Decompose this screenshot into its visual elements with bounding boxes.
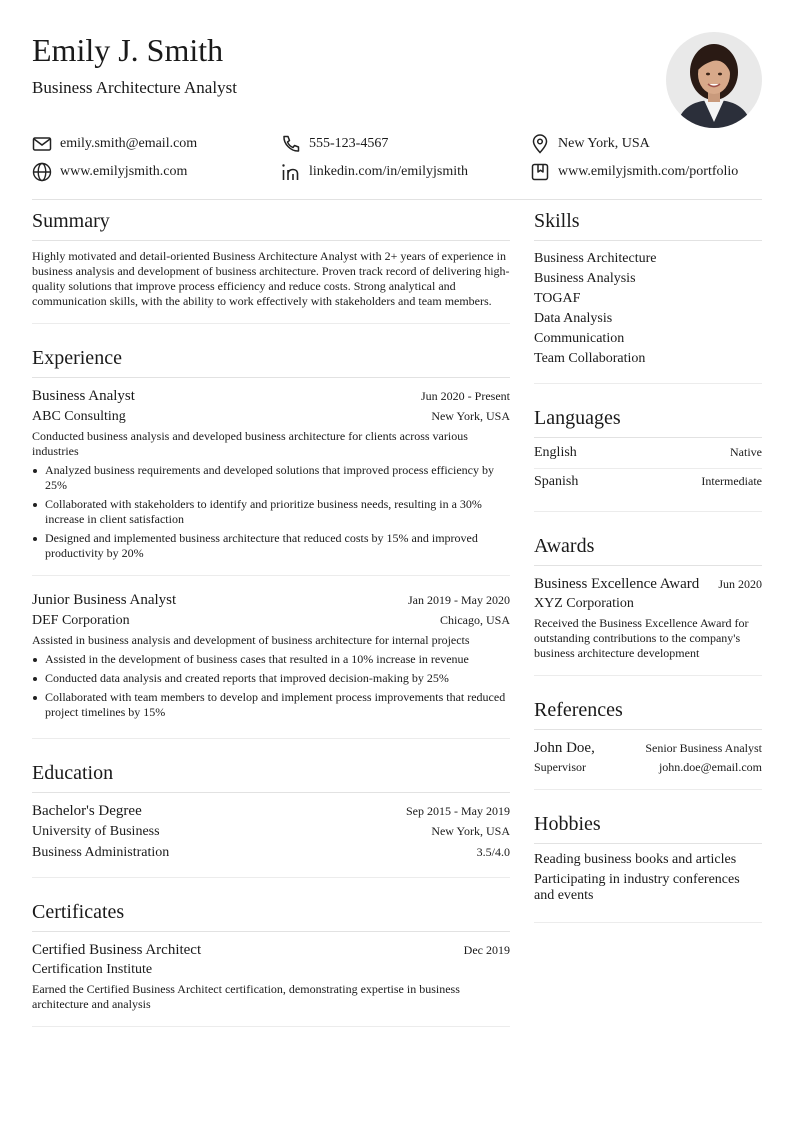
job-description: Assisted in business analysis and development of business architecture for internal projects [32, 633, 470, 647]
contact-list [32, 134, 762, 182]
linkedin-icon [281, 162, 301, 182]
skill-item: Business Analysis [534, 271, 636, 286]
experience-entry [32, 386, 510, 561]
certificate-issuer: Certification Institute [32, 962, 153, 977]
contact-location-text: New York, USA [558, 136, 650, 151]
certificates-heading: Certificates [32, 891, 510, 932]
education-section [32, 752, 510, 878]
education-dates: Sep 2015 - May 2019 [406, 804, 510, 818]
job-dates: Jun 2020 - Present [421, 389, 510, 403]
hobbies-heading: Hobbies [534, 803, 762, 844]
job-description: Conducted business analysis and developed business architecture for clients across various industries [32, 429, 468, 458]
skills-heading: Skills [534, 200, 762, 241]
globe-icon [32, 162, 52, 182]
candidate-role: Business Architecture Analyst [32, 78, 237, 97]
languages-heading: Languages [534, 397, 762, 438]
left-column [32, 200, 510, 1027]
award-name: Business Excellence Award [534, 576, 700, 592]
language-level: Native [730, 445, 762, 459]
hobbies-section [534, 803, 762, 923]
contact-email-text: emily.smith@email.com [60, 136, 198, 151]
language-row [534, 440, 762, 469]
achievement-item: Analyzed business requirements and developed solutions that improved process efficiency by 25% [32, 463, 510, 493]
hobby-item: Reading business books and articles [534, 852, 737, 867]
avatar [666, 32, 762, 128]
contact-email[interactable] [32, 134, 281, 154]
job-position: Junior Business Analyst [32, 592, 177, 608]
language-name: English [534, 445, 577, 460]
job-company: DEF Corporation [32, 613, 130, 628]
achievement-item: Conducted data analysis and created reports that improved decision-making by 25% [32, 671, 510, 686]
contact-phone-text: 555-123-4567 [309, 136, 389, 151]
resume-header [32, 0, 762, 200]
references-section [534, 689, 762, 790]
mail-icon [32, 134, 52, 154]
reference-relation: Supervisor [534, 760, 586, 774]
contact-website-text: www.emilyjsmith.com [60, 164, 188, 179]
certificate-date: Dec 2019 [463, 943, 510, 957]
award-date: Jun 2020 [718, 577, 762, 591]
job-location: Chicago, USA [440, 613, 510, 627]
language-row [534, 469, 762, 497]
references-heading: References [534, 689, 762, 730]
languages-section [534, 397, 762, 512]
experience-section [32, 337, 510, 739]
job-company: ABC Consulting [32, 409, 126, 424]
contact-location [530, 134, 762, 154]
achievement-item: Assisted in the development of business cases that resulted in a 10% increase in revenue [32, 652, 510, 667]
contact-linkedin[interactable] [281, 162, 530, 182]
education-gpa: 3.5/4.0 [476, 845, 510, 859]
achievement-item: Collaborated with team members to develop and implement process improvements that reduced project timelines by 15% [32, 690, 510, 720]
skill-item: Business Architecture [534, 251, 657, 266]
education-degree: Bachelor's Degree [32, 803, 142, 819]
skill-item: TOGAF [534, 291, 581, 306]
education-school: University of Business [32, 824, 160, 839]
resume-page [32, 0, 762, 1123]
job-location: New York, USA [431, 409, 510, 423]
reference-title: Senior Business Analyst [645, 741, 762, 755]
phone-icon [281, 134, 301, 154]
portfolio-icon [530, 162, 550, 182]
awards-heading: Awards [534, 525, 762, 566]
achievement-item: Collaborated with stakeholders to identify and prioritize business needs, resulting in a 30% increase in client satisfaction [32, 497, 510, 527]
skill-item: Team Collaboration [534, 351, 646, 366]
language-level: Intermediate [701, 474, 762, 488]
location-pin-icon [530, 134, 550, 154]
awards-section [534, 525, 762, 676]
job-achievements [32, 463, 510, 561]
job-achievements [32, 652, 510, 720]
education-field: Business Administration [32, 845, 170, 860]
right-column [534, 200, 762, 923]
skill-item: Communication [534, 331, 625, 346]
certificate-name: Certified Business Architect [32, 942, 202, 958]
reference-email[interactable]: john.doe@email.com [658, 760, 762, 774]
reference-name: John Doe, [534, 740, 595, 756]
certificate-description: Earned the Certified Business Architect certification, demonstrating expertise in business architecture and analysis [32, 982, 460, 1011]
job-position: Business Analyst [32, 388, 135, 404]
skill-item: Data Analysis [534, 311, 613, 326]
contact-phone[interactable] [281, 134, 530, 154]
contact-website[interactable] [32, 162, 281, 182]
certificates-section [32, 891, 510, 1027]
experience-heading: Experience [32, 337, 510, 378]
summary-heading: Summary [32, 200, 510, 241]
education-location: New York, USA [431, 824, 510, 838]
contact-portfolio-text: www.emilyjsmith.com/portfolio [558, 164, 739, 179]
summary-section [32, 200, 510, 324]
language-name: Spanish [534, 474, 579, 489]
candidate-name: Emily J. Smith [32, 32, 224, 68]
experience-entry [32, 575, 510, 720]
achievement-item: Designed and implemented business architecture that reduced costs by 15% and improved productivity by 20% [32, 531, 510, 561]
education-heading: Education [32, 752, 510, 793]
hobby-item: Participating in industry conferences and events [534, 872, 740, 903]
award-description: Received the Business Excellence Award for outstanding contributions to the company's business architecture development [534, 616, 749, 660]
award-issuer: XYZ Corporation [534, 596, 634, 611]
summary-text: Highly motivated and detail-oriented Business Architecture Analyst with 2+ years of experience in business analysis and development of business architecture. Proven track record of delivering high-quality solutions that improve process efficiency and reduce costs. Strong analytical and communication skills, with the ability to work effectively with stakeholders and team members. [32, 249, 510, 308]
contact-linkedin-text: linkedin.com/in/emilyjsmith [309, 164, 469, 179]
job-dates: Jan 2019 - May 2020 [408, 593, 510, 607]
contact-portfolio[interactable] [530, 162, 762, 182]
skills-section [534, 200, 762, 384]
